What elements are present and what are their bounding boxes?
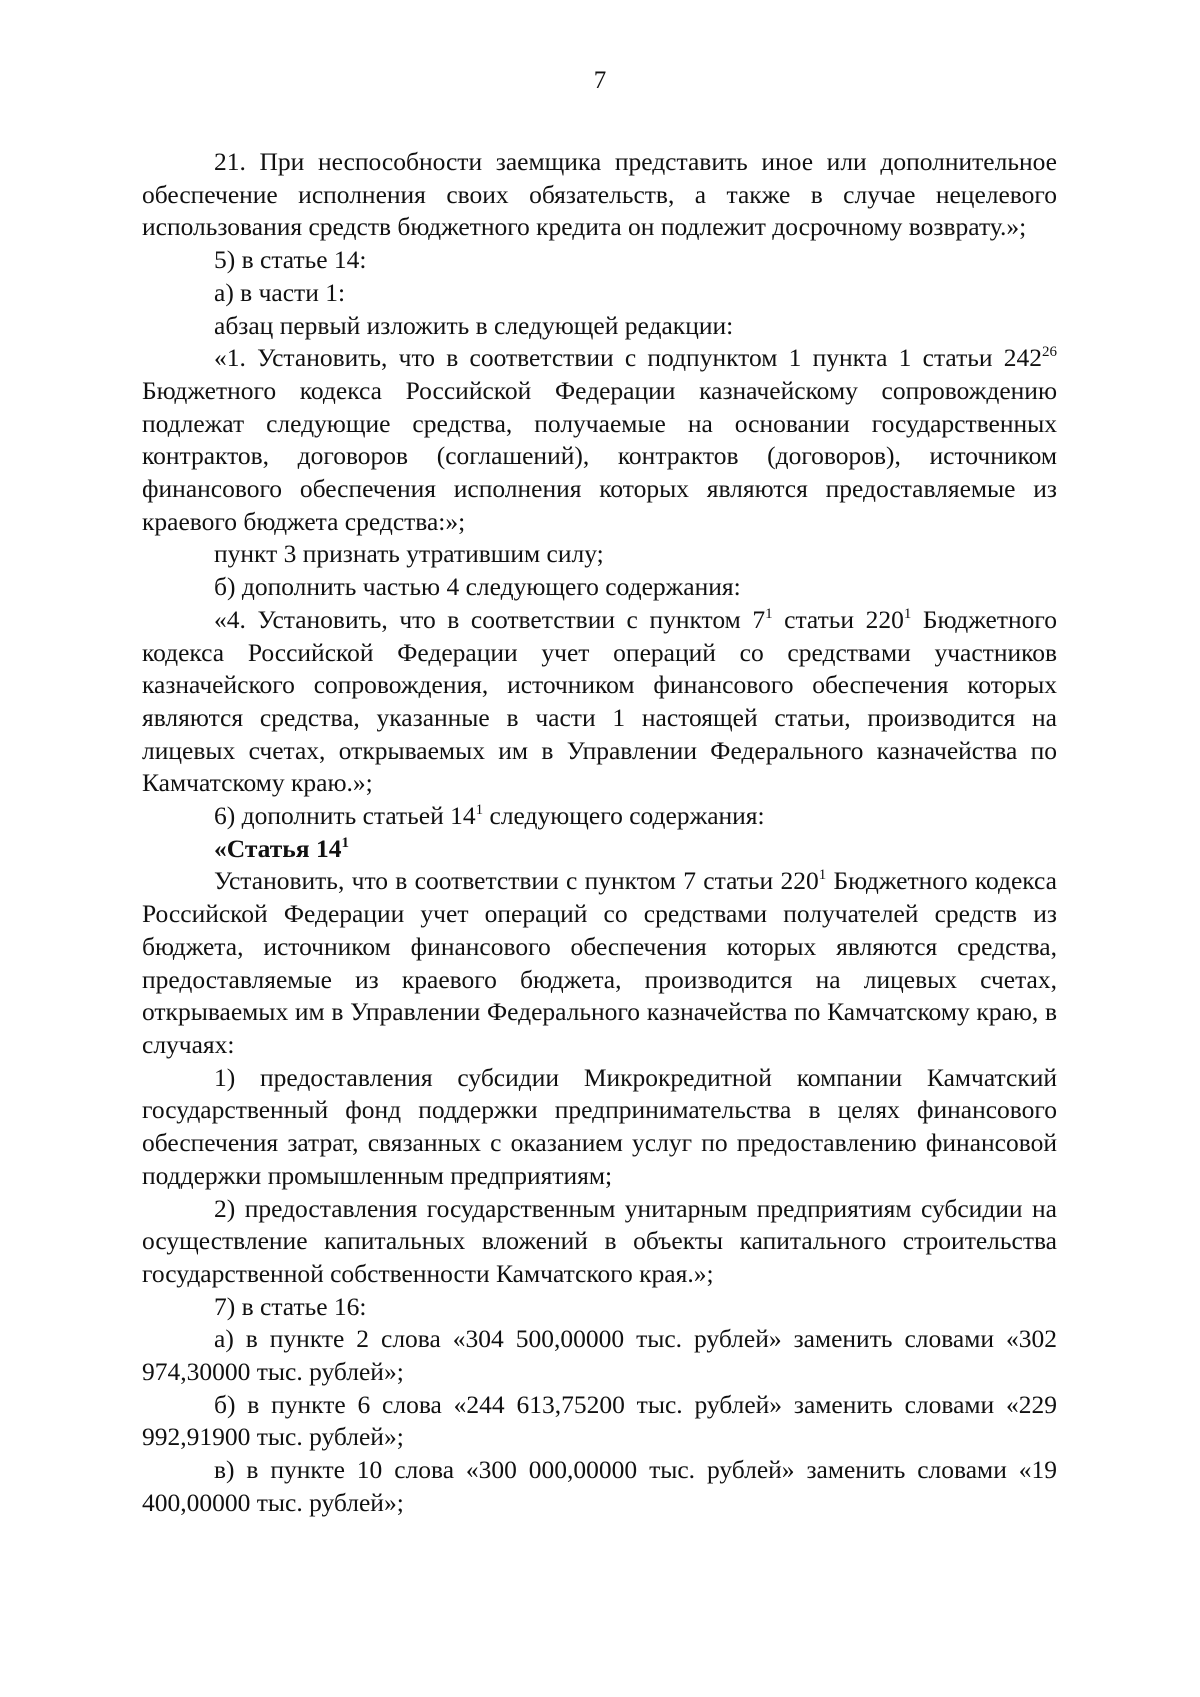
paragraph-article-body xyxy=(142,865,1057,1061)
paragraph-case-1: 1) предоставления субсидии Микрокредитной компании Камчатский государственный фонд поддержки предпринимательства в целях финансового обеспечения затрат, связанных с оказанием услуг по предоставлению финансовой поддержки промышленным предприятиям; xyxy=(142,1062,1057,1190)
page-number: 7 xyxy=(593,67,607,94)
paragraph-item-5b: б) дополнить частью 4 следующего содержания: xyxy=(214,572,741,602)
paragraph-item-7: 7) в статье 16: xyxy=(214,1291,367,1321)
document-body xyxy=(142,146,1057,1520)
paragraph-item-5a: а) в части 1: xyxy=(214,277,346,307)
paragraph-item-7b: б) в пункте 6 слова «244 613,75200 тыс. рублей» заменить словами «229 992,91900 тыс. рублей»; xyxy=(142,1389,1057,1452)
text-span: следующего содержания: xyxy=(483,801,765,831)
text-span: Бюджетного кодекса Российской Федерации казначейскому сопровождению подлежат следующие средства, получаемые на основании государственных контрактов, договоров (соглашений), контрактов (договоров), источником финансового обеспечения исполнения которых являются предоставляемые из краевого бюджета средства:»; xyxy=(142,375,1057,536)
superscript: 1 xyxy=(818,867,827,884)
text-span: «Статья 14 xyxy=(214,833,342,863)
text-span: «1. Установить, что в соответствии с подпунктом 1 пункта 1 статьи 242 xyxy=(214,343,1042,373)
superscript: 1 xyxy=(475,802,484,819)
text-span: 6) дополнить статьей 14 xyxy=(214,801,476,831)
paragraph-abzac-instruction: абзац первый изложить в следующей редакции: xyxy=(214,310,734,340)
paragraph-item-21: 21. При неспособности заемщика представить иное или дополнительное обеспечение исполнения своих обязательств, а также в случае нецелевого использования средств бюджетного кредита он подлежит досрочному возврату.»; xyxy=(142,147,1057,242)
paragraph-item-6 xyxy=(142,800,1057,833)
paragraph-quoted-part-4 xyxy=(142,604,1057,800)
paragraph-point-3-repeal: пункт 3 признать утратившим силу; xyxy=(214,539,604,569)
article-heading xyxy=(142,833,1057,866)
text-span: статьи 220 xyxy=(772,604,904,634)
paragraph-quoted-part-1 xyxy=(142,342,1057,538)
superscript: 1 xyxy=(341,834,349,851)
text-span: Установить, что в соответствии с пунктом 7 статьи 220 xyxy=(214,866,819,896)
paragraph-case-2: 2) предоставления государственным унитарным предприятиям субсидии на осуществление капитальных вложений в объекты капитального строительства государственной собственности Камчатского края.»; xyxy=(142,1193,1057,1288)
paragraph-item-7a: а) в пункте 2 слова «304 500,00000 тыс. рублей» заменить словами «302 974,30000 тыс. рублей»; xyxy=(142,1324,1057,1387)
text-span: Бюджетного кодекса Российской Федерации учет операций со средствами участников казначейского сопровождения, источником финансового обеспечения которых являются средства, указанные в части 1 настоящей статьи, производится на лицевых счетах, открываемых им в Управлении Федерального казначейства по Камчатскому краю.»; xyxy=(142,604,1057,798)
superscript: 26 xyxy=(1042,344,1057,361)
paragraph-item-5: 5) в статье 14: xyxy=(214,245,367,275)
superscript: 1 xyxy=(765,605,773,622)
superscript: 1 xyxy=(903,605,912,622)
text-span: Бюджетного кодекса Российской Федерации учет операций со средствами получателей средств из бюджета, источником финансового обеспечения которых являются средства, предоставляемые из краевого бюджета, производится на лицевых счетах, открываемых им в Управлении Федерального казначейства по Камчатскому краю, в случаях: xyxy=(142,866,1057,1059)
paragraph-item-7c: в) в пункте 10 слова «300 000,00000 тыс. рублей» заменить словами «19 400,00000 тыс. рублей»; xyxy=(142,1455,1057,1517)
text-span: «4. Установить, что в соответствии с пунктом 7 xyxy=(214,604,766,634)
